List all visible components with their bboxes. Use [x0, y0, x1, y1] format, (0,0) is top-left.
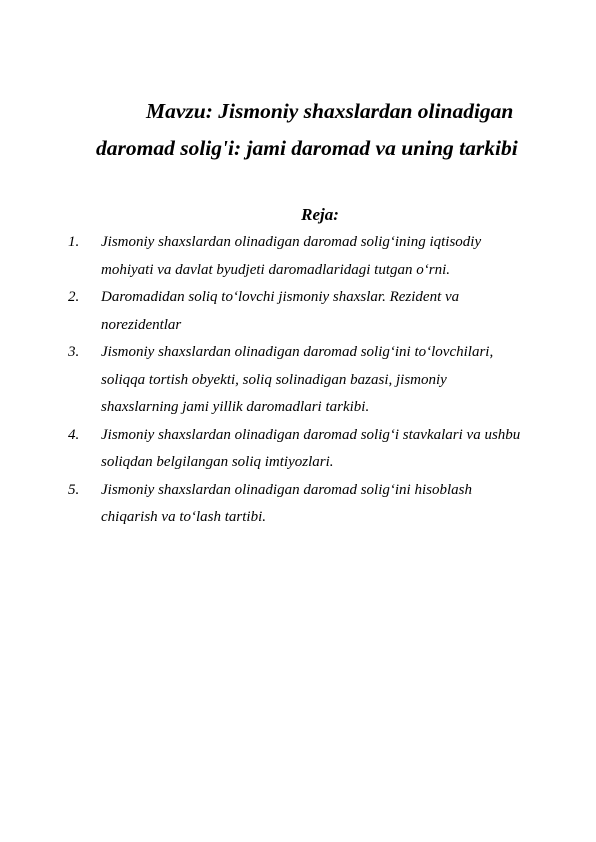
plan-item-line: Jismoniy shaxslardan olinadigan daromad solig‘ini hisoblash: [101, 481, 472, 498]
plan-item-3: [68, 339, 538, 422]
plan-item-number: 2.: [68, 289, 80, 305]
plan-item-line: mohiyati va davlat byudjeti daromadlaridagi tutgan o‘rni.: [101, 261, 450, 278]
plan-item-1: [68, 229, 538, 284]
plan-item-line: soliqqa tortish obyekti, soliq solinadigan bazasi, jismoniy: [101, 371, 447, 388]
plan-item-number: 4.: [68, 426, 80, 443]
plan-item-line: Jismoniy shaxslardan olinadigan daromad solig‘i stavkalari va ushbu: [101, 426, 521, 443]
plan-heading: Reja:: [301, 205, 339, 224]
title-line-2: daromad solig'i: jami daromad va uning tarkibi: [96, 136, 518, 160]
plan-list: [68, 229, 538, 532]
plan-item-line: norezidentlar: [101, 316, 182, 333]
plan-item-line: Jismoniy shaxslardan olinadigan daromad solig‘ining iqtisodiy: [101, 234, 482, 250]
plan-item-5: [68, 477, 538, 532]
title-line-1: Mavzu: Jismoniy shaxslardan olinadigan: [146, 99, 514, 123]
plan-item-line: chiqarish va to‘lash tartibi.: [101, 509, 266, 525]
plan-item-line: Daromadidan soliq to‘lovchi jismoniy shaxslar. Rezident va: [101, 289, 460, 305]
plan-item-line: Jismoniy shaxslardan olinadigan daromad solig‘ini to‘lovchilari,: [101, 344, 494, 360]
plan-item-number: 1.: [68, 234, 80, 250]
plan-item-4: [68, 422, 538, 477]
plan-item-line: shaxslarning jami yillik daromadlari tarkibi.: [101, 399, 370, 415]
plan-item-number: 5.: [68, 481, 80, 498]
plan-item-line: soliqdan belgilangan soliq imtiyozlari.: [101, 454, 334, 470]
plan-item-2: [68, 284, 538, 339]
document-title: [96, 93, 546, 167]
plan-item-number: 3.: [68, 344, 80, 360]
